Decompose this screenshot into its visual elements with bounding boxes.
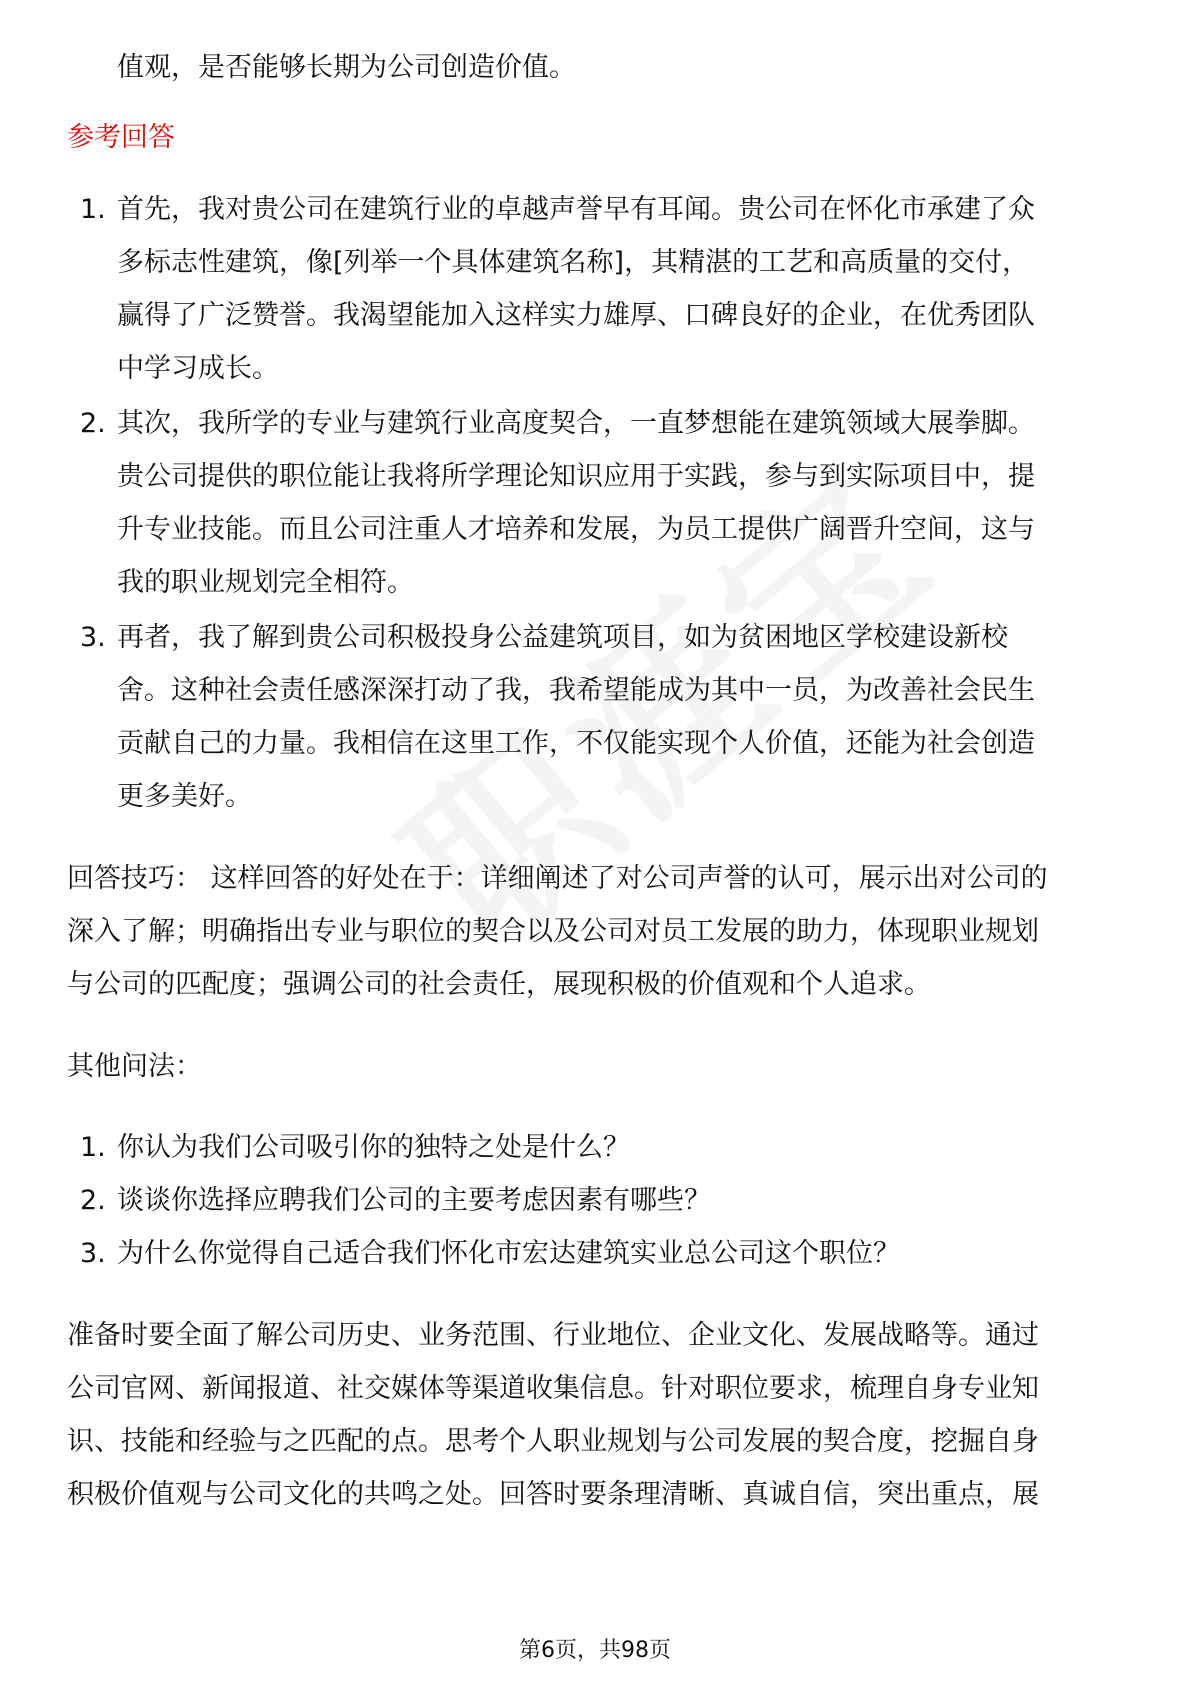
answer-number: 3. [80, 622, 106, 653]
other-question-item: 谈谈你选择应聘我们公司的主要考虑因素有哪些？ [117, 1185, 711, 1216]
reference-answer-heading: 参考回答 [67, 122, 175, 153]
answer-2-line: 升专业技能。而且公司注重人才培养和发展，为员工提供广阔晋升空间，这与 [117, 514, 1035, 545]
answer-1-line: 赢得了广泛赞誉。我渴望能加入这样实力雄厚、口碑良好的企业，在优秀团队 [117, 300, 1035, 331]
answer-tips-line: 与公司的匹配度；强调公司的社会责任，展现积极的价值观和个人追求。 [67, 969, 931, 1000]
preparation-line: 积极价值观与公司文化的共鸣之处。回答时要条理清晰、真诚自信，突出重点，展 [67, 1479, 1039, 1510]
answer-3-line: 更多美好。 [117, 781, 252, 812]
answer-tips-line: 回答技巧： 这样回答的好处在于：详细阐述了对公司声誉的认可，展示出对公司的 [67, 863, 1048, 894]
answer-2-line: 贵公司提供的职位能让我将所学理论知识应用于实践，参与到实际项目中，提 [117, 461, 1035, 492]
answer-number: 1. [80, 194, 106, 225]
page-footer: 第6页，共98页 [519, 1638, 671, 1663]
preparation-line: 识、技能和经验与之匹配的点。思考个人职业规划与公司发展的契合度，挖掘自身 [67, 1426, 1039, 1457]
answer-1-line: 多标志性建筑，像[列举一个具体建筑名称]，其精湛的工艺和高质量的交付， [117, 247, 1030, 278]
answer-3-line: 舍。这种社会责任感深深打动了我，我希望能成为其中一员，为改善社会民生 [117, 675, 1035, 706]
answer-number: 2. [80, 408, 106, 439]
other-question-item: 为什么你觉得自己适合我们怀化市宏达建筑实业总公司这个职位？ [117, 1238, 900, 1269]
answer-tips-line: 深入了解；明确指出专业与职位的契合以及公司对员工发展的助力，体现职业规划 [67, 916, 1039, 947]
answer-2-line: 其次，我所学的专业与建筑行业高度契合，一直梦想能在建筑领域大展拳脚。 [117, 408, 1035, 439]
intro-continuation: 值观，是否能够长期为公司创造价值。 [117, 52, 576, 83]
answer-1-line: 首先，我对贵公司在建筑行业的卓越声誉早有耳闻。贵公司在怀化市承建了众 [117, 194, 1035, 225]
preparation-line: 公司官网、新闻报道、社交媒体等渠道收集信息。针对职位要求，梳理自身专业知 [67, 1373, 1039, 1404]
answer-3-line: 贡献自己的力量。我相信在这里工作，不仅能实现个人价值，还能为社会创造 [117, 728, 1035, 759]
other-question-item: 你认为我们公司吸引你的独特之处是什么？ [117, 1132, 630, 1163]
other-questions-heading: 其他问法： [67, 1051, 202, 1082]
preparation-line: 准备时要全面了解公司历史、业务范围、行业地位、企业文化、发展战略等。通过 [67, 1320, 1039, 1351]
question-number: 2. [80, 1185, 106, 1216]
answer-3-line: 再者，我了解到贵公司积极投身公益建筑项目，如为贫困地区学校建设新校 [117, 622, 1008, 653]
question-number: 1. [80, 1132, 106, 1163]
answer-1-line: 中学习成长。 [117, 353, 279, 384]
question-number: 3. [80, 1238, 106, 1269]
answer-2-line: 我的职业规划完全相符。 [117, 567, 414, 598]
